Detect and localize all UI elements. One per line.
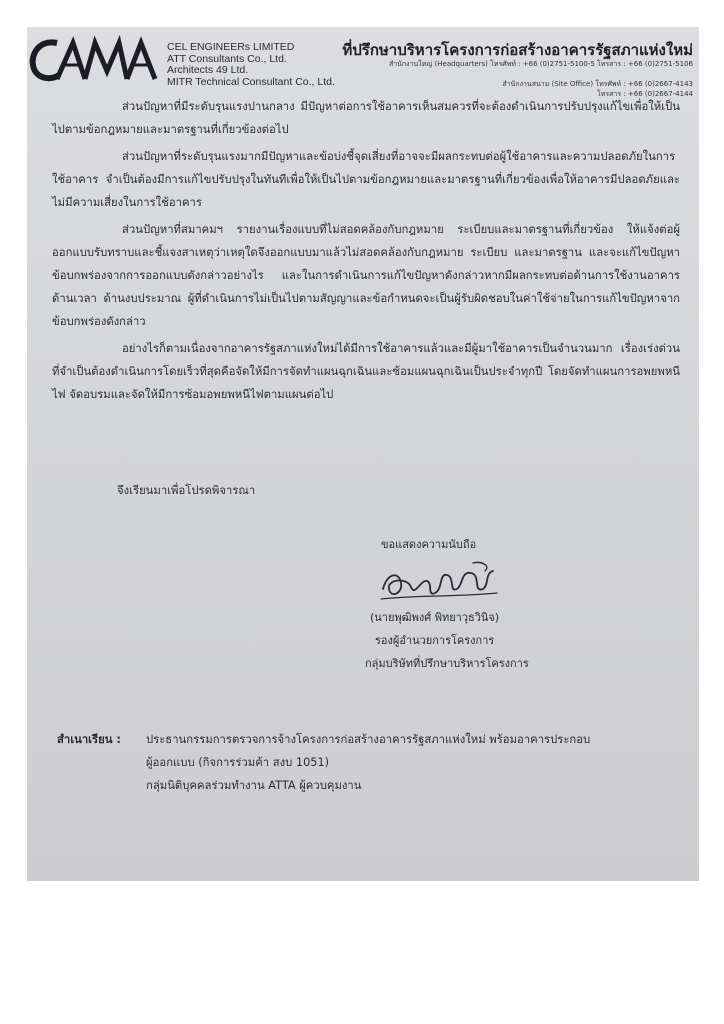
handwritten-signature — [377, 559, 517, 608]
partner-companies — [167, 42, 335, 88]
regards-text: ขอแสดงความนับถือ — [381, 538, 477, 551]
signatory-position: รองผู้อำนวยการโครงการ — [375, 634, 495, 647]
copy-to-recipient: ประธานกรรมการตรวจการจ้างโครงการก่อสร้างอาคารรัฐสภาแห่งใหม่ พร้อมอาคารประกอบ — [146, 733, 591, 746]
letterhead — [27, 27, 699, 99]
company-line: MITR Technical Consultant Co., Ltd. — [167, 75, 335, 88]
copy-to-recipient: กลุ่มนิติบุคคลร่วมทำงาน ATTA ผู้ควบคุมงาน — [146, 779, 362, 792]
company-logo — [27, 35, 159, 87]
company-line: ATT Consultants Co., Ltd. — [167, 52, 287, 65]
contact-site-fax: โทรสาร : +66 (0)2667-4144 — [597, 90, 693, 98]
body-paragraph: อย่างไรก็ตามเนื่องจากอาคารรัฐสภาแห่งใหม่ได้มีการใช้อาคารแล้วและมีผู้มาใช้อาคารเป็นจำนวนมาก เรื่องเร่งด่วนที่จำเป็นต้องดำเนินการโดยเร็วที่สุดคือจัดให้มีการจัดทำแผนฉุกเฉินและซ้อมแผนฉุกเฉินเป็นประจำทุกปี โดยจัดทำแผนการอพยพหนีไฟ จัดอบรมและจัดให้มีการซ้อมอพยพหนีไฟตามแผนต่อไป — [52, 342, 680, 401]
scanned-letter-page — [27, 27, 699, 881]
body-paragraph: ส่วนปัญหาที่สมาคมฯ รายงานเรื่องแบบที่ไม่สอดคล้องกับกฎหมาย ระเบียบและมาตรฐานที่เกี่ยวข้อง ให้แจ้งต่อผู้ออกแบบรับทราบและชี้แจงสาเหตุว่าเหตุใดจึงออกแบบมาแล้วไม่สอดคล้องกับกฎหมาย ระเบียบ และมาตรฐาน และจะแก้ไขปัญหาข้อบกพร่องจากการออกแบบดังกล่าวอย่างไร และในการดำเนินการแก้ไขปัญหาดังกล่าวหากมีผลกระทบต่อด้านการใช้งานอาคาร ด้านเวลา ด้านงบประมาณ ผู้ที่ดำเนินการไม่เป็นไปตามสัญญาและข้อกำหนดจะเป็นผู้รับผิดชอบในค่าใช้จ่ายในการแก้ไขปัญหาจากข้อบกพร่องดังกล่าว — [52, 223, 680, 328]
contact-headquarters: สำนักงานใหญ่ (Headquarters) โทรศัพท์ : +66 (0)2751-5100-5 โทรสาร : +66 (0)2751-5106 — [388, 60, 693, 68]
body-paragraph: ส่วนปัญหาที่ระดับรุนแรงมากมีปัญหาและข้อบ่งชี้จุดเสี่ยงที่อาจจะมีผลกระทบต่อผู้ใช้อาคารและความปลอดภัยในการใช้อาคาร จำเป็นต้องมีการแก้ไขปรับปรุงในทันทีเพื่อให้เป็นไปตามข้อกฎหมายและมาตรฐานที่เกี่ยวข้องเพื่อให้อาคารมีปลอดภัยและไม่มีความเสี่ยงในการใช้อาคาร — [52, 150, 680, 209]
copy-to-label: สำเนาเรียน : — [57, 733, 121, 746]
letter-body — [52, 95, 680, 410]
company-line: CEL ENGINEERs LIMITED — [167, 41, 295, 53]
signatory-organization: กลุ่มบริษัทที่ปรึกษาบริหารโครงการ — [365, 657, 529, 670]
signatory-name: (นายพุฒิพงศ์ พิทยาวุธวินิจ) — [370, 611, 500, 624]
contact-site-office: สำนักงานสนาม (Site Office) โทรศัพท์ : +66 (0)2667-4143 — [502, 80, 693, 88]
company-line: Architects 49 Ltd. — [167, 64, 249, 76]
firm-title: ที่ปรึกษาบริหารโครงการก่อสร้างอาคารรัฐสภาแห่งใหม่ — [342, 41, 693, 59]
body-paragraph: ส่วนปัญหาที่มีระดับรุนแรงปานกลาง มีปัญหาต่อการใช้อาคารเห็นสมควรที่จะต้องดำเนินการปรับปรุงแก้ไขเพื่อให้เป็นไปตามข้อกฎหมายและมาตรฐานที่เกี่ยวข้องต่อไป — [52, 100, 680, 136]
copy-to-recipient: ผู้ออกแบบ (กิจการร่วมค้า สงบ 1051) — [146, 756, 330, 769]
closing-line: จึงเรียนมาเพื่อโปรดพิจารณา — [117, 484, 256, 497]
